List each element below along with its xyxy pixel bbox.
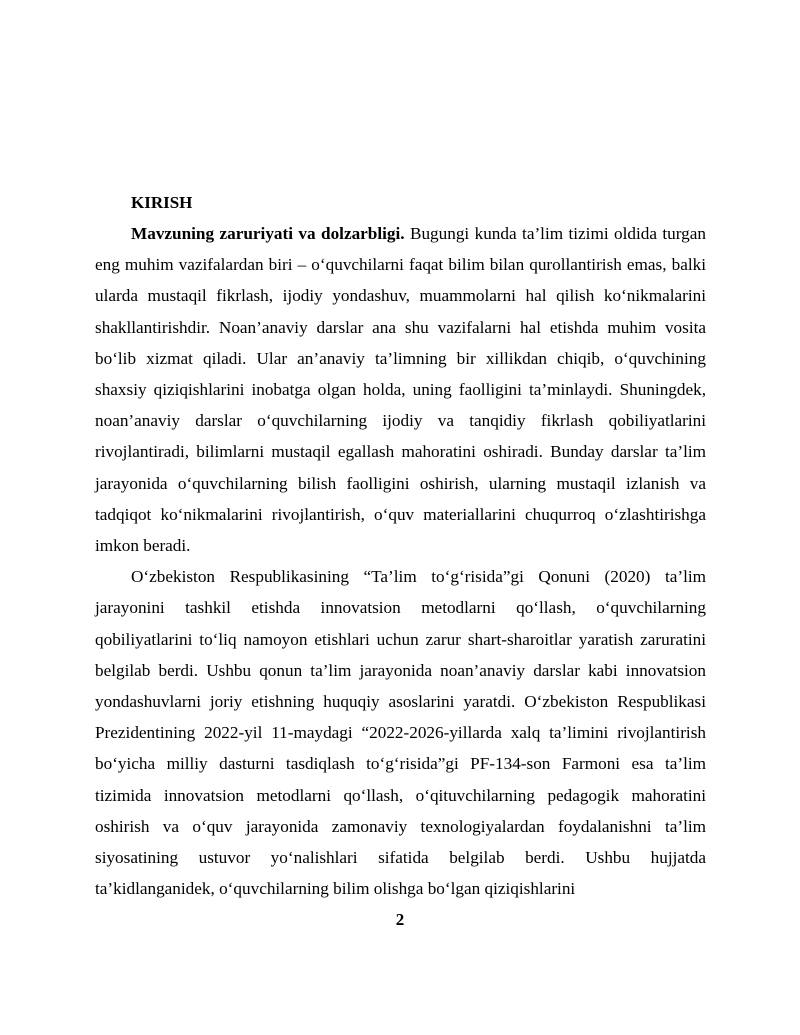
paragraph-relevance xyxy=(95,218,706,561)
section-heading: KIRISH xyxy=(131,193,193,212)
paragraph-body: Bugungi kunda ta’lim tizimi oldida turgan eng muhim vazifalardan biri – o‘quvchilarni faqat bilim bilan qurollantirish emas, balki ularda mustaqil fikrlash, ijodiy yondashuv, muammolarni hal qilish ko‘nikmalarini shakllantirishdir. Noan’anaviy darslar ana shu vazifalarni hal etishda muhim vosita bo‘lib xizmat qiladi. Ular an’anaviy ta’limning bir xillikdan chiqib, o‘quvchining shaxsiy qiziqishlarini inobatga olgan holda, uning faolligini ta’minlaydi. Shuningdek, noan’anaviy darslar o‘quvchilarning ijodiy va tanqidiy fikrlash qobiliyatlarini rivojlantiradi, bilimlarni mustaqil egallash mahoratini oshiradi. Bunday darslar ta’lim jarayonida o‘quvchilarning bilish faolligini oshirish, ularning mustaqil izlanish va tadqiqot ko‘nikmalarini rivojlantirish, o‘quv materiallarini chuqurroq o‘zlashtirishga imkon beradi. xyxy=(95,224,706,556)
paragraph-lead: Mavzuning zaruriyati va dolzarbligi. xyxy=(131,224,405,243)
paragraph-legal-basis: O‘zbekiston Respublikasining “Ta’lim to‘g‘risida”gi Qonuni (2020) ta’lim jarayonini tashkil etishda innovatsion metodlarni qo‘llash, o‘quvchilarning qobiliyatlarini to‘liq namoyon etishlari uchun zarur shart-sharoitlar yaratish zaruratini belgilab berdi. Ushbu qonun ta’lim jarayonida noan’anaviy darslar kabi innovatsion yondashuvlarni joriy etishning huquqiy asoslarini yaratdi. O‘zbekiston Respublikasi Prezidentining 2022-yil 11-maydagi “2022-2026-yillarda xalq ta’limini rivojlantirish bo‘yicha milliy dasturni tasdiqlash to‘g‘risida”gi PF-134-son Farmoni esa ta’lim tizimida innovatsion metodlarni qo‘llash, o‘qituvchilarning pedagogik mahoratini oshirish va o‘quv jarayonida zamonaviy texnologiyalardan foydalanishni ta’lim siyosatining ustuvor yo‘nalishlari sifatida belgilab berdi. Ushbu hujjatda ta’kidlanganidek, o‘quvchilarning bilim olishga bo‘lgan qiziqishlarini xyxy=(95,567,706,899)
page-number: 2 xyxy=(395,910,405,929)
document-page xyxy=(95,187,706,904)
